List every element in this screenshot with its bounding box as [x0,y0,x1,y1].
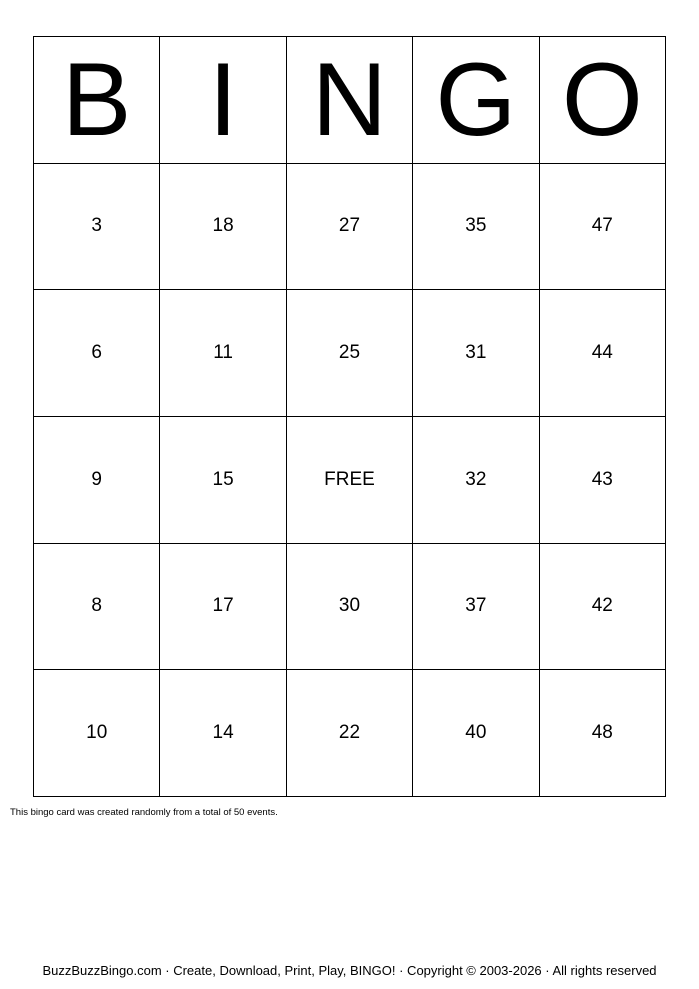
header-letter-n: N [286,37,412,164]
card-row [34,163,666,290]
bingo-card [33,36,666,797]
card-row [34,290,666,417]
card-cell: 48 [539,670,665,797]
card-cell: 18 [160,163,286,290]
header-letter-b: B [34,37,160,164]
card-cell: 35 [413,163,539,290]
card-cell: 43 [539,416,665,543]
card-cell: 32 [413,416,539,543]
card-cell: 3 [34,163,160,290]
card-cell: 47 [539,163,665,290]
header-row [34,37,666,164]
card-cell: 42 [539,543,665,670]
card-row [34,543,666,670]
card-cell: 27 [286,163,412,290]
card-note: This bingo card was created randomly from a total of 50 events. [10,807,278,818]
card-cell: 25 [286,290,412,417]
header-letter-i: I [160,37,286,164]
card-cell: 9 [34,416,160,543]
card-row [34,670,666,797]
card-cell: 8 [34,543,160,670]
card-row [34,416,666,543]
header-letter-g: G [413,37,539,164]
free-space-cell: FREE [286,416,412,543]
card-cell: 30 [286,543,412,670]
header-letter-o: O [539,37,665,164]
card-cell: 44 [539,290,665,417]
card-cell: 6 [34,290,160,417]
card-cell: 14 [160,670,286,797]
card-cell: 22 [286,670,412,797]
footer-text: BuzzBuzzBingo.com · Create, Download, Print, Play, BINGO! · Copyright © 2003-2026 · All rights reserved [42,963,657,978]
card-cell: 17 [160,543,286,670]
card-cell: 37 [413,543,539,670]
card-cell: 40 [413,670,539,797]
card-cell: 10 [34,670,160,797]
card-cell: 31 [413,290,539,417]
card-cell: 15 [160,416,286,543]
card-cell: 11 [160,290,286,417]
